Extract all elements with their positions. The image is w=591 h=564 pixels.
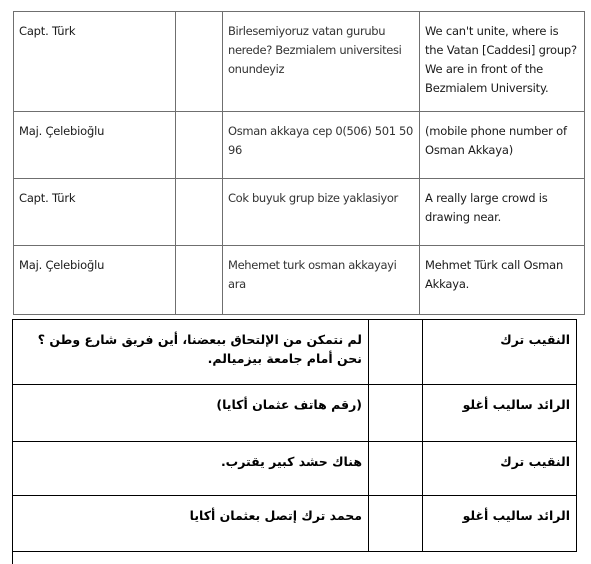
arabic-speaker-cell: الرائد ساليب أغلو bbox=[423, 385, 577, 442]
speaker-cell: Maj. Çelebioğlu bbox=[14, 112, 176, 179]
table-edge-line bbox=[12, 552, 13, 564]
empty-cell bbox=[176, 12, 223, 112]
original-text-cell: Osman akkaya cep 0(506) 501 50 96 bbox=[223, 112, 420, 179]
table-row bbox=[13, 496, 577, 552]
translation-cell: We can't unite, where is the Vatan [Caddesi] group? We are in front of the Bezmialem University. bbox=[420, 12, 585, 112]
arabic-text-cell: محمد ترك إتصل بعثمان أكايا bbox=[13, 496, 369, 552]
speaker-cell: Capt. Türk bbox=[14, 12, 176, 112]
table-row bbox=[13, 385, 577, 442]
empty-cell bbox=[176, 246, 223, 315]
empty-cell bbox=[176, 112, 223, 179]
translation-cell: A really large crowd is drawing near. bbox=[420, 179, 585, 246]
table-row bbox=[14, 179, 585, 246]
original-text-cell: Mehemet turk osman akkayayi ara bbox=[223, 246, 420, 315]
arabic-speaker-cell: الرائد ساليب أغلو bbox=[423, 496, 577, 552]
original-text-cell: Cok buyuk grup bize yaklasiyor bbox=[223, 179, 420, 246]
table-row bbox=[14, 112, 585, 179]
arabic-speaker-cell: النقيب ترك bbox=[423, 320, 577, 385]
arabic-text-cell: (رقم هاتف عثمان أكايا) bbox=[13, 385, 369, 442]
table-row bbox=[14, 246, 585, 315]
arabic-text-cell: لم نتمكن من الإلتحاق ببعضنا، أين فريق شارع وطن ؟ نحن أمام جامعة بيزميالم. bbox=[13, 320, 369, 385]
table-row bbox=[14, 12, 585, 112]
transcript-table bbox=[13, 11, 585, 315]
empty-cell bbox=[176, 179, 223, 246]
table-row bbox=[13, 442, 577, 496]
speaker-cell: Maj. Çelebioğlu bbox=[14, 246, 176, 315]
translation-cell: Mehmet Türk call Osman Akkaya. bbox=[420, 246, 585, 315]
table-row bbox=[13, 320, 577, 385]
arabic-text-cell: هناك حشد كبير يقترب. bbox=[13, 442, 369, 496]
arabic-speaker-cell: النقيب ترك bbox=[423, 442, 577, 496]
original-text-cell: Birlesemiyoruz vatan gurubu nerede? Bezmialem universitesi onundeyiz bbox=[223, 12, 420, 112]
empty-cell bbox=[369, 442, 423, 496]
arabic-transcript-table bbox=[12, 319, 577, 552]
translation-cell: (mobile phone number of Osman Akkaya) bbox=[420, 112, 585, 179]
speaker-cell: Capt. Türk bbox=[14, 179, 176, 246]
empty-cell bbox=[369, 385, 423, 442]
empty-cell bbox=[369, 496, 423, 552]
empty-cell bbox=[369, 320, 423, 385]
